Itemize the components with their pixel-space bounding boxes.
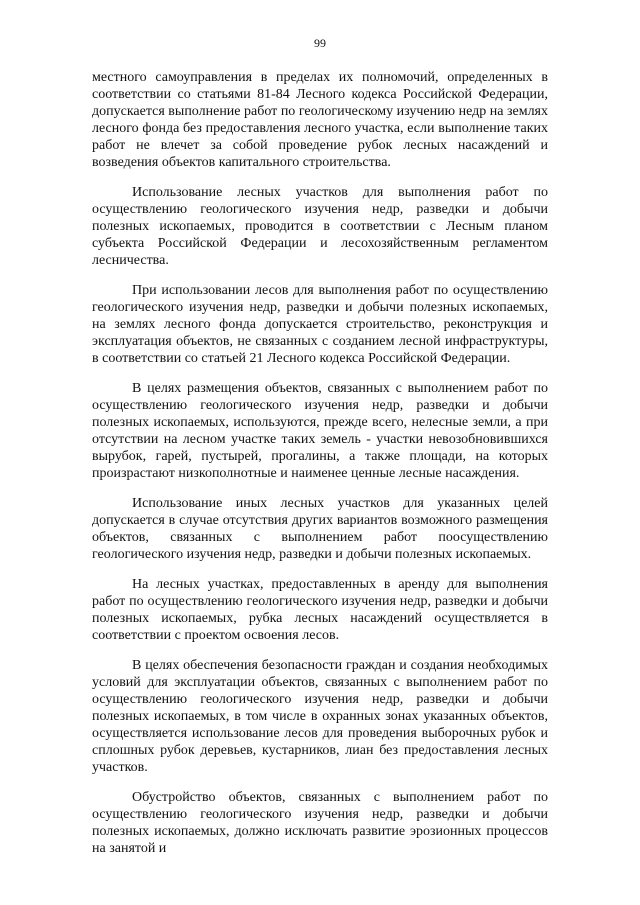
- page-number: 99: [314, 36, 326, 50]
- document-body: [92, 69, 548, 870]
- paragraph: В целях размещения объектов, связанных с выполнением работ по осуществлению геологического изучения недр, разведки и добычи полезных ископаемых, используются, прежде всего, нелесные земли, а при отсутствии на лесном участке таких земель - участки невозобновившихся вырубок, гарей, пустырей, прогалины, а также площади, на которых произрастают низкополнотные и наименее ценные лесные насаждения.: [92, 381, 548, 481]
- paragraph: Использование иных лесных участков для указанных целей допускается в случае отсутствия других вариантов возможного размещения объектов, связанных с выполнением работ поосуществлению геологического изучения недр, разведки и добычи полезных ископаемых.: [92, 496, 548, 562]
- paragraph: Использование лесных участков для выполнения работ по осуществлению геологического изучения недр, разведки и добычи полезных ископаемых, проводится в соответствии с Лесным планом субъекта Российской Федерации и лесохозяйственным регламентом лесничества.: [92, 185, 548, 268]
- paragraph: На лесных участках, предоставленных в аренду для выполнения работ по осуществлению геологического изучения недр, разведки и добычи полезных ископаемых, рубка лесных насаждений осуществляется в соответствии с проектом освоения лесов.: [92, 577, 548, 643]
- paragraph: При использовании лесов для выполнения работ по осуществлению геологического изучения недр, разведки и добычи полезных ископаемых, на землях лесного фонда допускается строительство, реконструкция и эксплуатация объектов, не связанных с созданием лесной инфраструктуры, в соответствии со статьей 21 Лесного кодекса Российской Федерации.: [92, 283, 548, 366]
- paragraph-continued: местного самоуправления в пределах их полномочий, определенных в соответствии со статьями 81-84 Лесного кодекса Российской Федерации, допускается выполнение работ по геологическому изучению недр на землях лесного фонда без предоставления лесного участка, если выполнение таких работ не влечет за собой проведение рубок лесных насаждений и возведения объектов капитального строительства.: [92, 70, 548, 170]
- paragraph: В целях обеспечения безопасности граждан и создания необходимых условий для эксплуатации объектов, связанных с выполнением работ по осуществлению геологического изучения недр, разведки и добычи полезных ископаемых, в том числе в охранных зонах указанных объектов, осуществляется использование лесов для проведения выборочных рубок и сплошных рубок деревьев, кустарников, лиан без предоставления лесных участков.: [92, 658, 548, 775]
- paragraph: Обустройство объектов, связанных с выполнением работ по осуществлению геологического изучения недр, разведки и добычи полезных ископаемых, должно исключать развитие эрозионных процессов на занятой и: [92, 790, 548, 856]
